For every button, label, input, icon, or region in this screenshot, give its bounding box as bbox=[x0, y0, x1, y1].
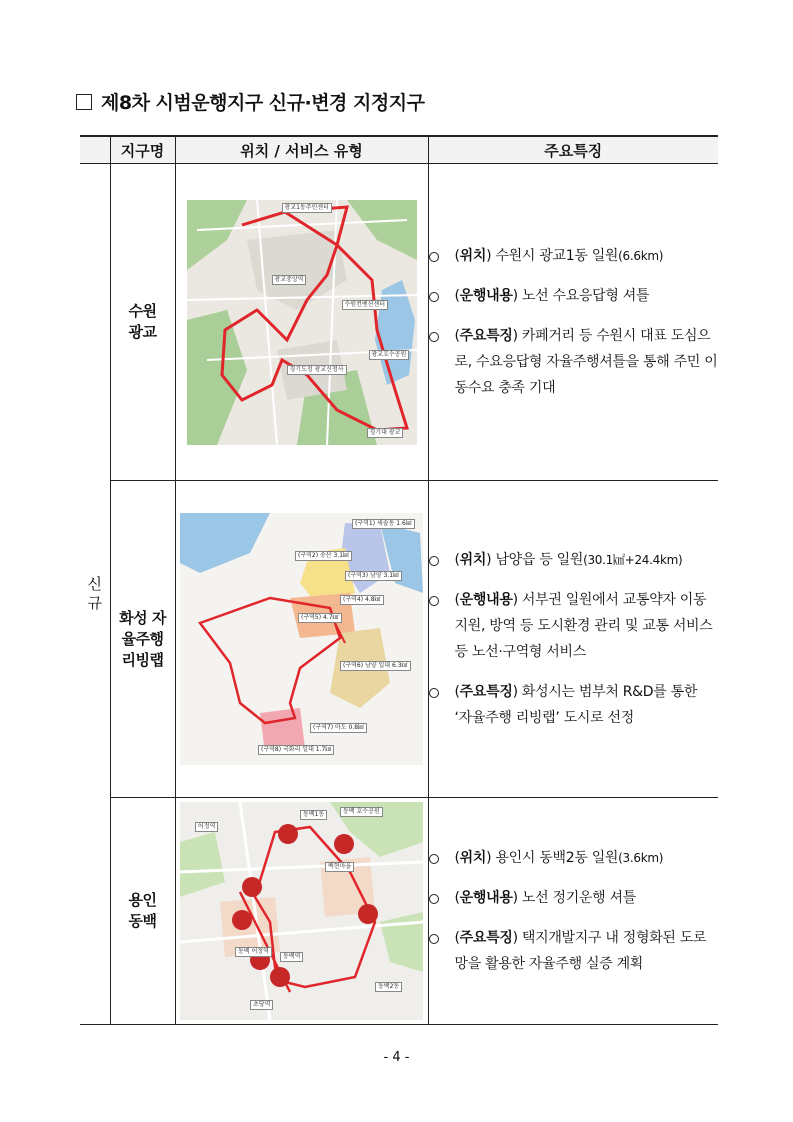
map-label: (구역4) 4.8㎢ bbox=[340, 595, 384, 605]
circle-bullet-icon bbox=[429, 934, 439, 944]
page-title bbox=[76, 88, 424, 115]
circle-bullet-icon bbox=[429, 854, 439, 864]
map-label: 초당역 bbox=[250, 1000, 273, 1010]
feature-item: (주요특징) 카페거리 등 수원시 대표 도심으로, 수요응답형 자율주행셔틀을 통해 주민 이동수요 충족 기대 bbox=[429, 323, 719, 401]
features-cell bbox=[428, 481, 718, 798]
map-label: (구역8) 국화리 일대 1.7㎢ bbox=[258, 745, 334, 755]
features-cell bbox=[428, 798, 718, 1025]
map-label: (구역5) 4.7㎢ bbox=[298, 613, 342, 623]
map-cell bbox=[175, 481, 428, 798]
map-label: 광교호수공원 bbox=[369, 350, 410, 360]
map-label: (구역6) 남양 일대 6.3㎢ bbox=[340, 661, 411, 671]
header-location: 위치 / 서비스 유형 bbox=[175, 136, 428, 164]
map-label: 수원컨벤션센터 bbox=[342, 300, 389, 310]
table-header-row bbox=[80, 136, 718, 164]
map-label: (구역3) 남양 3.1㎢ bbox=[345, 571, 402, 581]
map-label: 백현마을 bbox=[325, 862, 354, 872]
circle-bullet-icon bbox=[429, 332, 439, 342]
map-label: 광교중앙역 bbox=[272, 275, 307, 285]
map-label: 동백1동 bbox=[300, 810, 327, 820]
category-cell bbox=[80, 164, 110, 1025]
map-hwaseong bbox=[180, 513, 423, 765]
map-label: 동백2동 bbox=[375, 982, 402, 992]
circle-bullet-icon bbox=[429, 556, 439, 566]
map-yongin-dongbaek bbox=[180, 802, 423, 1020]
checkbox-square-icon bbox=[76, 94, 92, 110]
district-name-cell bbox=[110, 798, 175, 1025]
map-cell bbox=[175, 164, 428, 481]
feature-item: (위치) 용인시 동백2동 일원(3.6km) bbox=[429, 845, 719, 871]
map-label: 경기대 광교 bbox=[367, 428, 404, 438]
table-row bbox=[80, 164, 718, 481]
map-label: 경기도청 광교신청사 bbox=[287, 365, 347, 375]
circle-bullet-icon bbox=[429, 292, 439, 302]
feature-item: (주요특징) 화성시는 범부처 R&D를 통한 ‘자율주행 리빙랩’ 도시로 선정 bbox=[429, 679, 719, 731]
district-name-cell bbox=[110, 164, 175, 481]
feature-item: (운행내용) 서부권 일원에서 교통약자 이동지원, 방역 등 도시환경 관리 및 교통 서비스 등 노선·구역형 서비스 bbox=[429, 587, 719, 665]
map-label: (구역2) 송산 3.1㎢ bbox=[295, 551, 352, 561]
header-district: 지구명 bbox=[110, 136, 175, 164]
table-row bbox=[80, 798, 718, 1025]
district-table bbox=[80, 135, 718, 1025]
page-title-text: 제8차 시범운행지구 신규·변경 지정지구 bbox=[101, 92, 425, 114]
category-label: 신규 bbox=[87, 575, 102, 612]
map-suwon-gwanggyo bbox=[187, 200, 417, 445]
map-label: (구역7) 마도 0.8㎢ bbox=[310, 723, 367, 733]
district-name: 수원 광교 bbox=[128, 302, 157, 341]
feature-item: (위치) 남양읍 등 일원(30.1㎢+24.4km) bbox=[429, 547, 719, 573]
features-cell bbox=[428, 164, 718, 481]
map-label: (구역1) 새솔동 1.6㎢ bbox=[352, 519, 415, 529]
circle-bullet-icon bbox=[429, 596, 439, 606]
feature-item: (위치) 수원시 광교1동 일원(6.6km) bbox=[429, 243, 719, 269]
circle-bullet-icon bbox=[429, 252, 439, 262]
district-name: 용인 동백 bbox=[128, 891, 157, 930]
map-label: 동백 호수공원 bbox=[340, 807, 383, 817]
feature-item: (운행내용) 노선 수요응답형 셔틀 bbox=[429, 283, 719, 309]
table-row bbox=[80, 481, 718, 798]
circle-bullet-icon bbox=[429, 894, 439, 904]
circle-bullet-icon bbox=[429, 688, 439, 698]
map-label: 동백 어정역 bbox=[235, 947, 272, 957]
feature-item: (운행내용) 노선 정기운행 셔틀 bbox=[429, 885, 719, 911]
map-label: 광교1동주민센터 bbox=[282, 203, 332, 213]
district-name-cell bbox=[110, 481, 175, 798]
feature-item: (주요특징) 택지개발지구 내 정형화된 도로망을 활용한 자율주행 실증 계획 bbox=[429, 925, 719, 977]
map-label: 어정역 bbox=[195, 822, 218, 832]
header-category bbox=[80, 136, 110, 164]
header-features: 주요특징 bbox=[428, 136, 718, 164]
page-number: - 4 - bbox=[383, 1050, 410, 1065]
district-name: 화성 자율주행 리빙랩 bbox=[119, 608, 166, 669]
map-label: 동백역 bbox=[280, 952, 303, 962]
map-cell bbox=[175, 798, 428, 1025]
